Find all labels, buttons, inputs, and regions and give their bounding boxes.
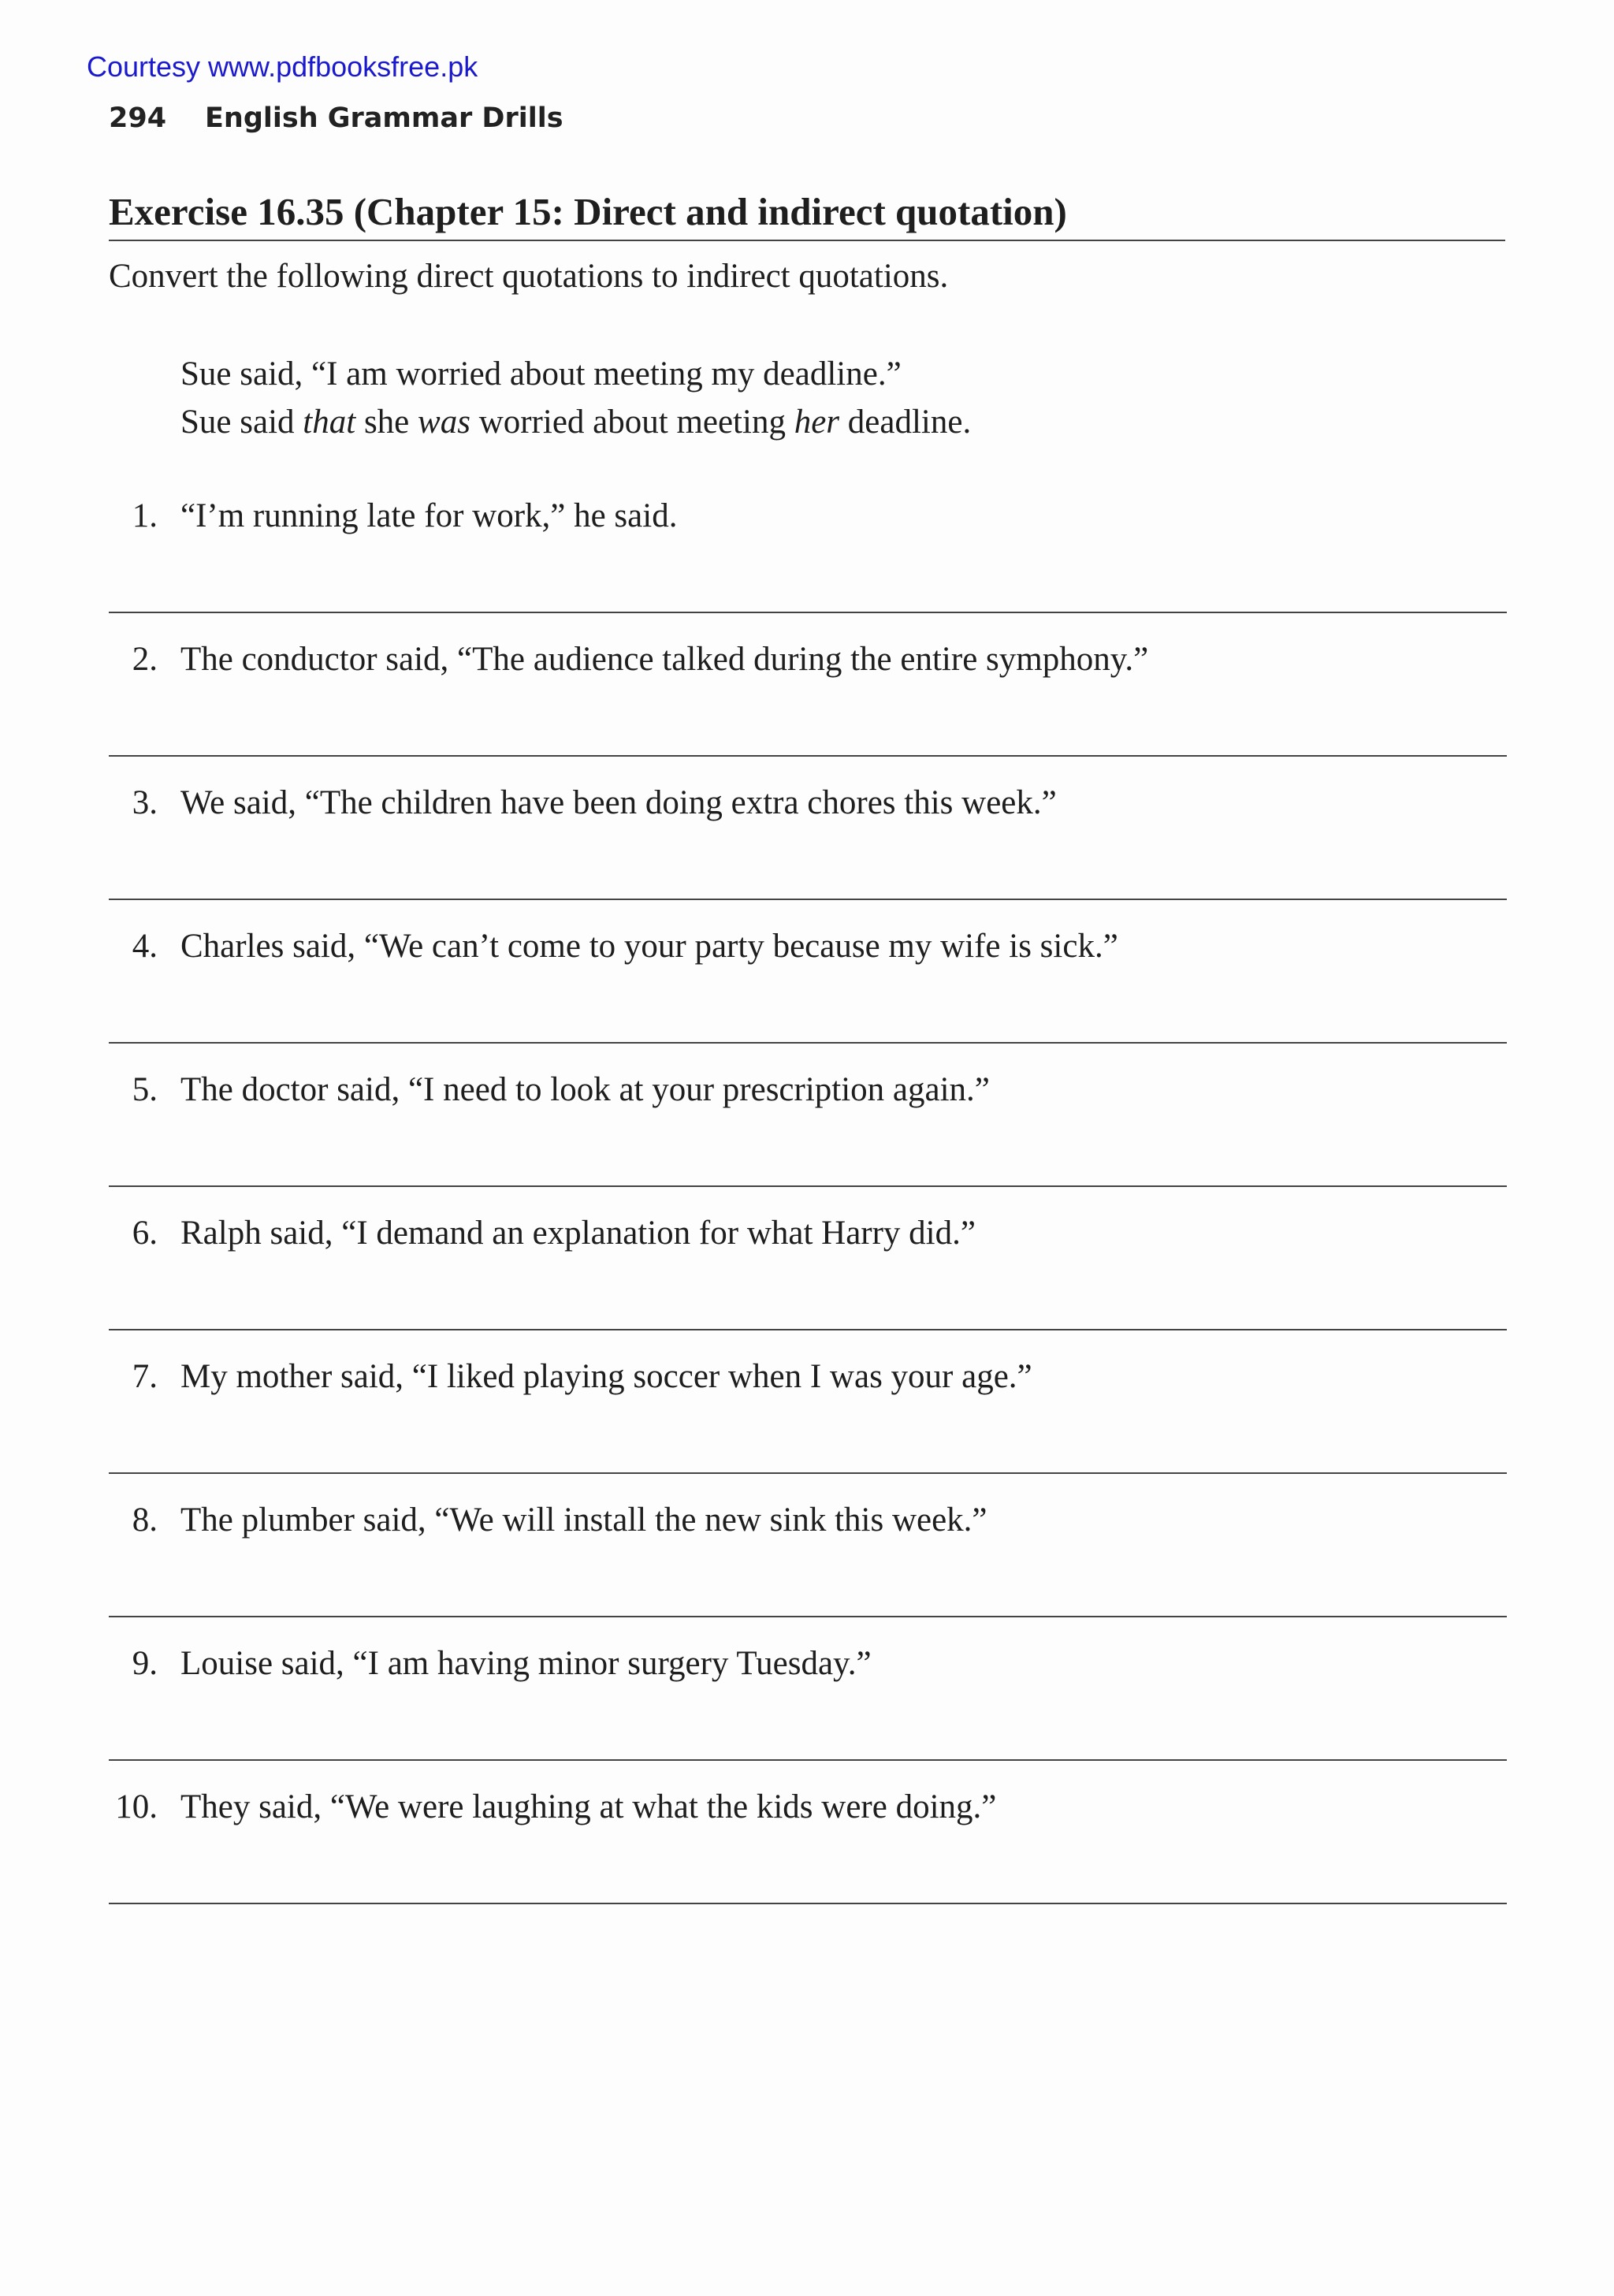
exercise-item xyxy=(109,1033,1507,1176)
exercise-item xyxy=(109,1606,1507,1750)
running-head xyxy=(109,102,563,134)
exercise-heading: Exercise 16.35 (Chapter 15: Direct and indirect quotation) xyxy=(109,189,1505,241)
exercise-item xyxy=(109,889,1507,1033)
item-number: 2. xyxy=(132,641,158,678)
item-number: 4. xyxy=(132,928,158,965)
example-indirect-part: deadline. xyxy=(839,404,972,441)
item-number: 5. xyxy=(132,1071,158,1108)
example-indirect-part: worried about meeting xyxy=(470,404,794,441)
item-text: “I’m running late for work,” he said. xyxy=(180,497,678,534)
item-number: 6. xyxy=(132,1215,158,1252)
exercise-item xyxy=(109,459,1507,602)
page-number: 294 xyxy=(109,102,167,134)
example-indirect-part: Sue said xyxy=(180,404,303,441)
item-number: 7. xyxy=(132,1358,158,1395)
item-number: 3. xyxy=(132,784,158,821)
item-text: Ralph said, “I demand an explanation for what Harry did.” xyxy=(180,1215,976,1252)
item-text: The conductor said, “The audience talked during the entire symphony.” xyxy=(180,641,1149,678)
exercise-item xyxy=(109,1750,1507,1893)
item-text: Louise said, “I am having minor surgery Tuesday.” xyxy=(180,1645,872,1682)
book-title: English Grammar Drills xyxy=(205,102,563,134)
courtesy-link[interactable]: Courtesy www.pdfbooksfree.pk xyxy=(87,50,478,83)
example-indirect-emphasis: her xyxy=(794,404,840,441)
item-text: Charles said, “We can’t come to your party because my wife is sick.” xyxy=(180,928,1118,965)
answer-line[interactable] xyxy=(109,1903,1507,1904)
item-text: The plumber said, “We will install the new sink this week.” xyxy=(180,1502,987,1539)
item-text: The doctor said, “I need to look at your prescription again.” xyxy=(180,1071,990,1108)
item-number: 10. xyxy=(115,1788,158,1825)
exercise-items xyxy=(109,459,1507,1893)
item-number: 9. xyxy=(132,1645,158,1682)
item-text: They said, “We were laughing at what the kids were doing.” xyxy=(180,1788,997,1825)
exercise-item xyxy=(109,1319,1507,1463)
item-text: My mother said, “I liked playing soccer when I was your age.” xyxy=(180,1358,1032,1395)
exercise-item xyxy=(109,1463,1507,1606)
example-direct: Sue said, “I am worried about meeting my deadline.” xyxy=(180,355,902,393)
example-indirect-emphasis: was xyxy=(418,404,470,441)
example-indirect xyxy=(180,398,971,446)
exercise-instruction: Convert the following direct quotations to indirect quotations. xyxy=(109,258,949,295)
exercise-item xyxy=(109,1176,1507,1319)
item-number: 1. xyxy=(132,497,158,534)
exercise-item xyxy=(109,602,1507,746)
example-indirect-part: she xyxy=(355,404,418,441)
example-indirect-emphasis: that xyxy=(303,404,356,441)
item-number: 8. xyxy=(132,1502,158,1539)
exercise-item xyxy=(109,746,1507,889)
item-text: We said, “The children have been doing extra chores this week.” xyxy=(180,784,1057,821)
example-block xyxy=(180,350,971,446)
